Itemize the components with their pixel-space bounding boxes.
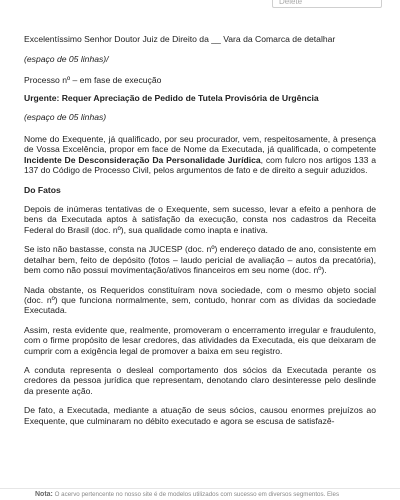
facts-paragraph-5: A conduta representa o desleal comportamento dos sócios da Executada perante os credores da pessoa jurídica que representam, denotando claro desinteresse pelo deslinde da presente ação.: [24, 364, 376, 396]
facts-paragraph-2: Se isto não bastasse, consta na JUCESP (doc. nº) endereço datado de ano, consistente em detalhar bem, feito de depósito (fotos – laudo pericial de avaliação – autos da precatória), bem como não possui movimentação/ativos financeiros em seu nome (doc. nº).: [24, 244, 376, 276]
footer-note-label: Nota:: [35, 491, 53, 498]
facts-paragraph-6: De fato, a Executada, mediante a atuação de seus sócios, causou enormes prejuízos ao Exequente, que culminaram no débito executado e agora se escusa de satisfazê-: [24, 405, 376, 426]
intro-text-before: Nome do Exequente, já qualificado, por seu procurador, vem, respeitosamente, à presença de Vossa Excelência, propor em face de Nome da Executada, já qualificada, o competente: [24, 134, 376, 155]
urgent-title: Urgente: Requer Apreciação de Pedido de Tutela Provisória de Urgência: [24, 93, 319, 104]
facts-paragraph-3: Nada obstante, os Requeridos constituíram nova sociedade, com o mesmo objeto social (doc. nº) que funciona normalmente, sem, contudo, honrar com as dívidas da sociedade Executada.: [24, 284, 376, 316]
addressee-line: Excelentíssimo Senhor Doutor Juiz de Direito da __ Vara da Comarca de detalhar: [24, 34, 336, 44]
incident-title: Incidente De Desconsideração Da Personalidade Jurídica: [24, 154, 261, 165]
footer-note: [0, 488, 400, 500]
spacing-note-1: (espaço de 05 linhas)/: [24, 54, 109, 65]
delete-button[interactable]: Delete: [272, 0, 382, 8]
process-line: Processo nº – em fase de execução: [24, 74, 162, 85]
footer-note-text: O acervo pertencente no nosso site é de modelos utilizados com sucesso em diversos segmentos. Eles: [54, 491, 340, 498]
facts-paragraph-1: Depois de inúmeras tentativas de o Exequente, sem sucesso, levar a efeito a penhora de bens da Executada aptos à satisfação da execução, consta nos cadastros da Receita Federal do Brasil (doc. nº), sua qualidade como inapta e inativa.: [24, 204, 376, 235]
document-body: [24, 34, 376, 426]
facts-paragraph-4: Assim, resta evidente que, realmente, promoveram o encerramento irregular e fraudulento, com o firme propósito de lesar credores, das atividades da Executada, eis que deixaram de cumprir com a exigência legal de promover a baixa em seu registro.: [24, 324, 376, 356]
spacing-note-2: (espaço de 05 linhas): [24, 111, 107, 122]
intro-text-after: , com fulcro nos artigos 133 a 137 do Código de Processo Civil, pelos argumentos de fato e de direito a seguir aduzidos.: [24, 154, 376, 176]
section-heading-facts: Do Fatos: [24, 184, 61, 195]
top-toolbar: [0, 0, 400, 12]
intro-paragraph: [24, 134, 376, 176]
